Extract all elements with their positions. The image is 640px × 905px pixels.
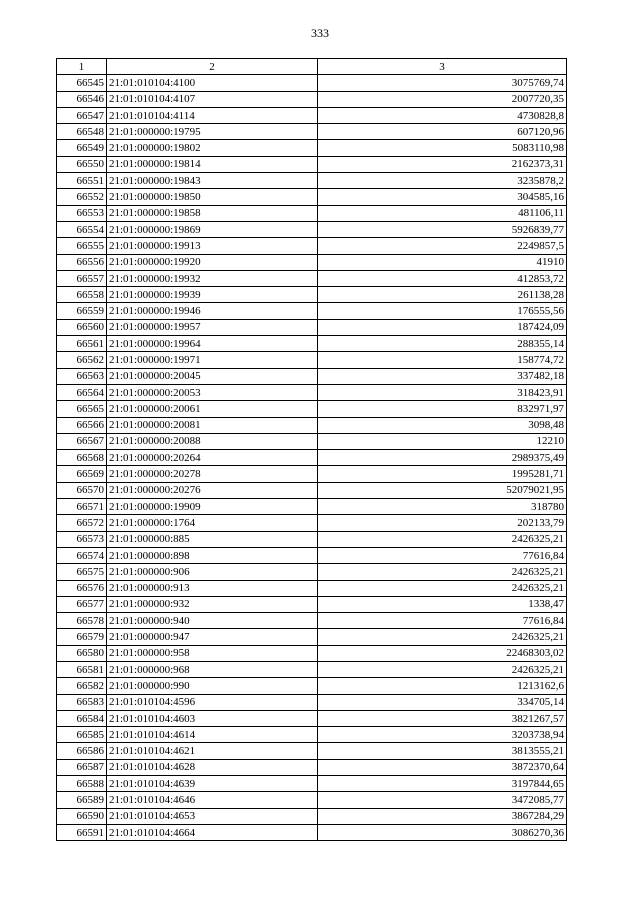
value-cell: 3821267,57	[318, 710, 567, 726]
value-cell: 2426325,21	[318, 531, 567, 547]
value-cell: 3098,48	[318, 417, 567, 433]
cadastral-number-cell: 21:01:000000:913	[107, 580, 318, 596]
table-row	[57, 156, 567, 172]
cadastral-number-cell: 21:01:000000:968	[107, 661, 318, 677]
table-row	[57, 596, 567, 612]
cadastral-number-cell: 21:01:000000:20264	[107, 450, 318, 466]
row-number-cell: 66553	[57, 205, 107, 221]
cadastral-number-cell: 21:01:000000:20045	[107, 368, 318, 384]
cadastral-number-cell: 21:01:000000:947	[107, 629, 318, 645]
value-cell: 337482,18	[318, 368, 567, 384]
row-number-cell: 66582	[57, 678, 107, 694]
cadastral-number-cell: 21:01:000000:19913	[107, 238, 318, 254]
cadastral-number-cell: 21:01:000000:19843	[107, 173, 318, 189]
value-cell: 3235878,2	[318, 173, 567, 189]
table-row	[57, 661, 567, 677]
value-cell: 2989375,49	[318, 450, 567, 466]
value-cell: 77616,84	[318, 547, 567, 563]
row-number-cell: 66561	[57, 336, 107, 352]
row-number-cell: 66555	[57, 238, 107, 254]
value-cell: 334705,14	[318, 694, 567, 710]
table-body	[57, 75, 567, 841]
cadastral-number-cell: 21:01:010104:4639	[107, 776, 318, 792]
row-number-cell: 66571	[57, 499, 107, 515]
value-cell: 318423,91	[318, 384, 567, 400]
value-cell: 2426325,21	[318, 580, 567, 596]
cadastral-number-cell: 21:01:000000:19920	[107, 254, 318, 270]
row-number-cell: 66588	[57, 776, 107, 792]
value-cell: 481106,11	[318, 205, 567, 221]
cadastral-number-cell: 21:01:000000:958	[107, 645, 318, 661]
table-row	[57, 238, 567, 254]
row-number-cell: 66583	[57, 694, 107, 710]
cadastral-number-cell: 21:01:000000:1764	[107, 515, 318, 531]
cadastral-number-cell: 21:01:010104:4621	[107, 743, 318, 759]
value-cell: 77616,84	[318, 613, 567, 629]
value-cell: 41910	[318, 254, 567, 270]
value-cell: 176555,56	[318, 303, 567, 319]
row-number-cell: 66587	[57, 759, 107, 775]
row-number-cell: 66546	[57, 91, 107, 107]
value-cell: 3203738,94	[318, 727, 567, 743]
value-cell: 1995281,71	[318, 466, 567, 482]
row-number-cell: 66572	[57, 515, 107, 531]
value-cell: 3867284,29	[318, 808, 567, 824]
table-row	[57, 482, 567, 498]
cadastral-number-cell: 21:01:010104:4653	[107, 808, 318, 824]
row-number-cell: 66554	[57, 221, 107, 237]
cadastral-number-cell: 21:01:000000:20053	[107, 384, 318, 400]
table-row	[57, 759, 567, 775]
row-number-cell: 66574	[57, 547, 107, 563]
value-cell: 412853,72	[318, 270, 567, 286]
cadastral-number-cell: 21:01:000000:932	[107, 596, 318, 612]
row-number-cell: 66576	[57, 580, 107, 596]
table-row	[57, 466, 567, 482]
value-cell: 2426325,21	[318, 629, 567, 645]
cadastral-number-cell: 21:01:000000:20061	[107, 401, 318, 417]
table-row	[57, 547, 567, 563]
cadastral-number-cell: 21:01:000000:990	[107, 678, 318, 694]
value-cell: 3075769,74	[318, 75, 567, 91]
row-number-cell: 66589	[57, 792, 107, 808]
table-row	[57, 417, 567, 433]
table-row	[57, 401, 567, 417]
row-number-cell: 66570	[57, 482, 107, 498]
value-cell: 187424,09	[318, 319, 567, 335]
value-cell: 2426325,21	[318, 661, 567, 677]
row-number-cell: 66566	[57, 417, 107, 433]
table-row	[57, 221, 567, 237]
table-row	[57, 107, 567, 123]
table-row	[57, 450, 567, 466]
row-number-cell: 66591	[57, 824, 107, 840]
table-row	[57, 336, 567, 352]
value-cell: 1213162,6	[318, 678, 567, 694]
table-row	[57, 352, 567, 368]
cadastral-number-cell: 21:01:000000:19869	[107, 221, 318, 237]
value-cell: 2162373,31	[318, 156, 567, 172]
table-row	[57, 824, 567, 840]
row-number-cell: 66569	[57, 466, 107, 482]
value-cell: 304585,16	[318, 189, 567, 205]
cadastral-number-cell: 21:01:000000:19850	[107, 189, 318, 205]
table-row	[57, 189, 567, 205]
row-number-cell: 66552	[57, 189, 107, 205]
cadastral-number-cell: 21:01:000000:19932	[107, 270, 318, 286]
row-number-cell: 66584	[57, 710, 107, 726]
cadastral-number-cell: 21:01:000000:19802	[107, 140, 318, 156]
table-row	[57, 629, 567, 645]
table-row	[57, 124, 567, 140]
row-number-cell: 66557	[57, 270, 107, 286]
table-row	[57, 173, 567, 189]
table-row	[57, 319, 567, 335]
row-number-cell: 66581	[57, 661, 107, 677]
cadastral-number-cell: 21:01:000000:20276	[107, 482, 318, 498]
cadastral-number-cell: 21:01:010104:4646	[107, 792, 318, 808]
table-row	[57, 645, 567, 661]
table-row	[57, 303, 567, 319]
table-row	[57, 433, 567, 449]
row-number-cell: 66580	[57, 645, 107, 661]
table-row	[57, 515, 567, 531]
cadastral-number-cell: 21:01:000000:20081	[107, 417, 318, 433]
table-row	[57, 743, 567, 759]
cadastral-number-cell: 21:01:000000:898	[107, 547, 318, 563]
table-row	[57, 499, 567, 515]
table-row	[57, 564, 567, 580]
data-table	[56, 58, 567, 841]
row-number-cell: 66573	[57, 531, 107, 547]
table-row	[57, 91, 567, 107]
value-cell: 607120,96	[318, 124, 567, 140]
value-cell: 158774,72	[318, 352, 567, 368]
row-number-cell: 66559	[57, 303, 107, 319]
column-header-3: 3	[318, 59, 567, 75]
cadastral-number-cell: 21:01:000000:940	[107, 613, 318, 629]
cadastral-number-cell: 21:01:000000:19939	[107, 287, 318, 303]
cadastral-number-cell: 21:01:000000:19909	[107, 499, 318, 515]
row-number-cell: 66564	[57, 384, 107, 400]
table-row	[57, 270, 567, 286]
table-row	[57, 75, 567, 91]
cadastral-number-cell: 21:01:000000:19957	[107, 319, 318, 335]
page-number: 333	[311, 26, 329, 40]
row-number-cell: 66550	[57, 156, 107, 172]
row-number-cell: 66585	[57, 727, 107, 743]
value-cell: 1338,47	[318, 596, 567, 612]
value-cell: 12210	[318, 433, 567, 449]
row-number-cell: 66579	[57, 629, 107, 645]
row-number-cell: 66556	[57, 254, 107, 270]
cadastral-number-cell: 21:01:010104:4614	[107, 727, 318, 743]
table-row	[57, 140, 567, 156]
value-cell: 3086270,36	[318, 824, 567, 840]
cadastral-number-cell: 21:01:000000:19971	[107, 352, 318, 368]
cadastral-number-cell: 21:01:010104:4100	[107, 75, 318, 91]
value-cell: 2249857,5	[318, 238, 567, 254]
row-number-cell: 66563	[57, 368, 107, 384]
cadastral-number-cell: 21:01:000000:20278	[107, 466, 318, 482]
row-number-cell: 66568	[57, 450, 107, 466]
row-number-cell: 66549	[57, 140, 107, 156]
column-header-1: 1	[57, 59, 107, 75]
cadastral-number-cell: 21:01:000000:885	[107, 531, 318, 547]
table-row	[57, 776, 567, 792]
value-cell: 832971,97	[318, 401, 567, 417]
value-cell: 22468303,02	[318, 645, 567, 661]
row-number-cell: 66547	[57, 107, 107, 123]
table-row	[57, 368, 567, 384]
cadastral-number-cell: 21:01:000000:19946	[107, 303, 318, 319]
cadastral-number-cell: 21:01:000000:19795	[107, 124, 318, 140]
value-cell: 3872370,64	[318, 759, 567, 775]
value-cell: 5926839,77	[318, 221, 567, 237]
cadastral-number-cell: 21:01:000000:20088	[107, 433, 318, 449]
row-number-cell: 66575	[57, 564, 107, 580]
cadastral-number-cell: 21:01:010104:4596	[107, 694, 318, 710]
table-row	[57, 580, 567, 596]
value-cell: 3197844,65	[318, 776, 567, 792]
table-row	[57, 613, 567, 629]
column-header-2: 2	[107, 59, 318, 75]
value-cell: 202133,79	[318, 515, 567, 531]
table-row	[57, 531, 567, 547]
cadastral-number-cell: 21:01:000000:19814	[107, 156, 318, 172]
cadastral-number-cell: 21:01:000000:19964	[107, 336, 318, 352]
value-cell: 288355,14	[318, 336, 567, 352]
row-number-cell: 66578	[57, 613, 107, 629]
value-cell: 5083110,98	[318, 140, 567, 156]
table-row	[57, 808, 567, 824]
table-row	[57, 678, 567, 694]
value-cell: 52079021,95	[318, 482, 567, 498]
row-number-cell: 66567	[57, 433, 107, 449]
table-row	[57, 254, 567, 270]
cadastral-number-cell: 21:01:010104:4114	[107, 107, 318, 123]
row-number-cell: 66586	[57, 743, 107, 759]
cadastral-number-cell: 21:01:010104:4603	[107, 710, 318, 726]
table-row	[57, 287, 567, 303]
value-cell: 3472085,77	[318, 792, 567, 808]
table-row	[57, 727, 567, 743]
cadastral-number-cell: 21:01:010104:4664	[107, 824, 318, 840]
cadastral-number-cell: 21:01:010104:4628	[107, 759, 318, 775]
row-number-cell: 66548	[57, 124, 107, 140]
row-number-cell: 66560	[57, 319, 107, 335]
value-cell: 318780	[318, 499, 567, 515]
table-row	[57, 792, 567, 808]
value-cell: 2007720,35	[318, 91, 567, 107]
row-number-cell: 66558	[57, 287, 107, 303]
value-cell: 2426325,21	[318, 564, 567, 580]
row-number-cell: 66577	[57, 596, 107, 612]
cadastral-number-cell: 21:01:000000:906	[107, 564, 318, 580]
value-cell: 261138,28	[318, 287, 567, 303]
row-number-cell: 66562	[57, 352, 107, 368]
cadastral-number-cell: 21:01:000000:19858	[107, 205, 318, 221]
table-row	[57, 710, 567, 726]
table-row	[57, 694, 567, 710]
value-cell: 3813555,21	[318, 743, 567, 759]
table-header-row	[57, 59, 567, 75]
row-number-cell: 66551	[57, 173, 107, 189]
table-row	[57, 205, 567, 221]
table-row	[57, 384, 567, 400]
row-number-cell: 66545	[57, 75, 107, 91]
cadastral-number-cell: 21:01:010104:4107	[107, 91, 318, 107]
value-cell: 4730828,8	[318, 107, 567, 123]
row-number-cell: 66590	[57, 808, 107, 824]
row-number-cell: 66565	[57, 401, 107, 417]
